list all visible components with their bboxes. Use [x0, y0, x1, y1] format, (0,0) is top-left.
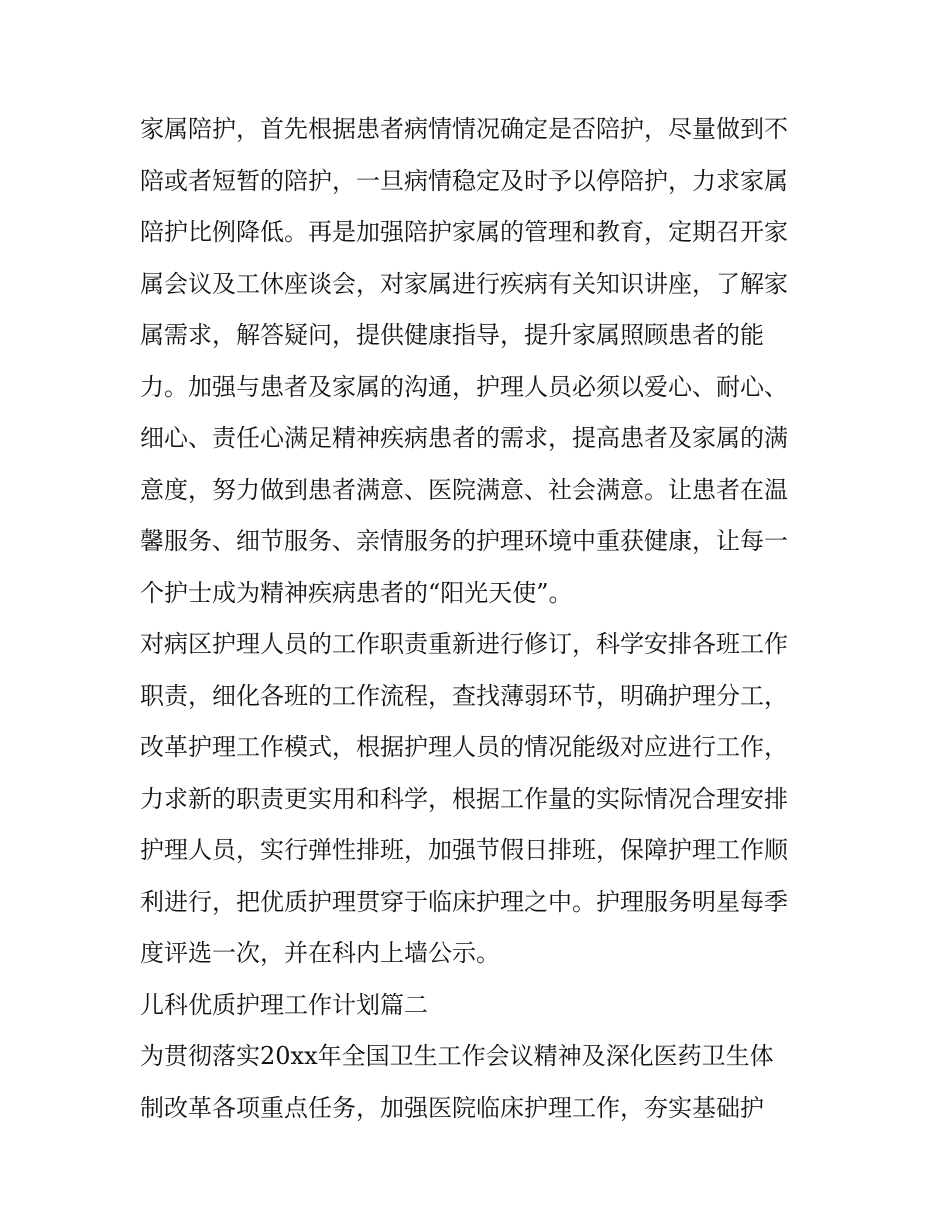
text-line: 力。加强与患者及家属的沟通，护理人员必须以爱心、耐心、: [140, 372, 788, 401]
text-line: 细心、责任心满足精神疾病患者的需求，提高患者及家属的满: [140, 424, 788, 452]
text-line: 制改革各项重点任务，加强医院临床护理工作，夯实基础护: [140, 1093, 764, 1122]
text-line: 对病区护理人员的工作职责重新进行修订，科学安排各班工作: [140, 630, 788, 658]
text-line: 职责，细化各班的工作流程，查找薄弱环节，明确护理分工，: [140, 681, 788, 710]
document-body: [140, 104, 820, 1134]
text-line: 利进行，把优质护理贯穿于临床护理之中。护理服务明星每季: [140, 887, 788, 916]
text-line: 护理人员，实行弹性排班，加强节假日排班，保障护理工作顺: [140, 836, 788, 864]
text-line: 个护士成为精神疾病患者的“阳光天使”。: [140, 578, 573, 607]
text-line: 意度，努力做到患者满意、医院满意、社会满意。让患者在温: [140, 475, 788, 504]
text-line: 馨服务、细节服务、亲情服务的护理环境中重获健康，让每一: [140, 527, 788, 555]
text-line: 属会议及工休座谈会，对家属进行疾病有关知识讲座，了解家: [140, 269, 788, 298]
text-line: 力求新的职责更实用和科学，根据工作量的实际情况合理安排: [140, 784, 788, 813]
text-line: 家属陪护，首先根据患者病情情况确定是否陪护，尽量做到不: [140, 115, 788, 143]
text-line: 陪或者短暂的陪护，一旦病情稳定及时予以停陪护，力求家属: [140, 166, 788, 195]
text-line: 为贯彻落实20xx年全国卫生工作会议精神及深化医药卫生体: [140, 1042, 774, 1070]
section-heading: 儿科优质护理工作计划篇二: [140, 990, 428, 1019]
text-line: 改革护理工作模式，根据护理人员的情况能级对应进行工作，: [140, 733, 788, 761]
text-line: 度评选一次，并在科内上墙公示。: [140, 939, 500, 967]
text-line: 陪护比例降低。再是加强陪护家属的管理和教育，定期召开家: [140, 218, 788, 246]
text-line: 属需求，解答疑问，提供健康指导，提升家属照顾患者的能: [140, 321, 764, 349]
